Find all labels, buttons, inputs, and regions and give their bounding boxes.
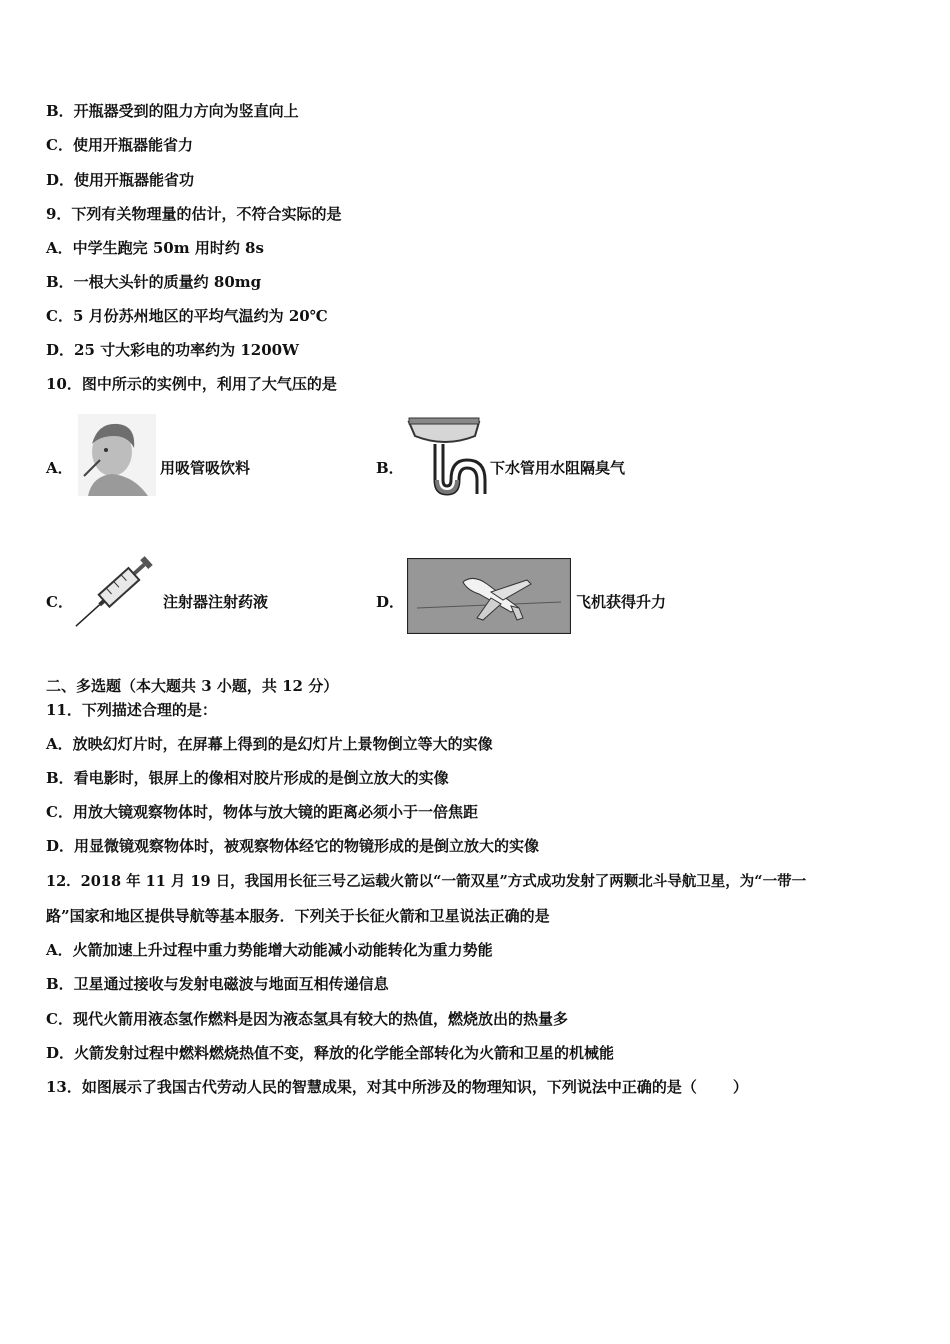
drain-trap-image bbox=[405, 414, 487, 498]
q9-stem: 9．下列有关物理量的估计，不符合实际的是 bbox=[46, 205, 342, 223]
q9-option-d: D．25 寸大彩电的功率约为 1200W bbox=[46, 341, 299, 359]
straw-drinking-image bbox=[78, 414, 156, 496]
q12-stem-line-1: 12．2018 年 11 月 19 日，我国用长征三号乙运载火箭以“一箭双星”方式成功发射了两颗北斗导航卫星，为“一带一 bbox=[46, 873, 807, 890]
q8-option-c: C．使用开瓶器能省力 bbox=[46, 136, 193, 154]
q12-stem-line-2: 路”国家和地区提供导航等基本服务．下列关于长征火箭和卫星说法正确的是 bbox=[46, 907, 550, 925]
q11-stem: 11．下列描述合理的是： bbox=[46, 701, 217, 719]
q9-option-b: B．一根大头针的质量约 80mg bbox=[46, 273, 262, 291]
q9-option-a: A．中学生跑完 50m 用时约 8s bbox=[46, 239, 264, 257]
q11-option-d: D．用显微镜观察物体时，被观察物体经它的物镜形成的是倒立放大的实像 bbox=[46, 837, 540, 855]
q8-option-b: B．开瓶器受到的阻力方向为竖直向上 bbox=[46, 102, 299, 120]
q10-option-b-text: 下水管用水阻隔臭气 bbox=[490, 459, 626, 477]
q10-option-a-letter: A． bbox=[46, 459, 73, 477]
q12-option-c: C．现代火箭用液态氢作燃料是因为液态氢具有较大的热值，燃烧放出的热量多 bbox=[46, 1010, 568, 1028]
q10-option-a-text: 用吸管吸饮料 bbox=[160, 459, 251, 477]
q12-option-d: D．火箭发射过程中燃料燃烧热值不变，释放的化学能全部转化为火箭和卫星的机械能 bbox=[46, 1044, 615, 1062]
q12-option-b: B．卫星通过接收与发射电磁波与地面互相传递信息 bbox=[46, 975, 389, 993]
q10-option-d-text: 飞机获得升力 bbox=[576, 593, 667, 611]
q13-close-paren: ） bbox=[732, 1078, 748, 1096]
q12-option-a: A．火箭加速上升过程中重力势能增大动能减小动能转化为重力势能 bbox=[46, 941, 493, 959]
q10-option-b-letter: B． bbox=[376, 459, 404, 477]
q13-stem-text: 13．如图展示了我国古代劳动人民的智慧成果，对其中所涉及的物理知识，下列说法中正确的是（ bbox=[46, 1078, 697, 1096]
syringe-image bbox=[74, 544, 158, 636]
q13-stem bbox=[46, 1077, 748, 1097]
q8-option-d: D．使用开瓶器能省功 bbox=[46, 171, 195, 189]
section-2-heading: 二、多选题（本大题共 3 小题，共 12 分） bbox=[46, 677, 339, 695]
q11-option-b: B．看电影时，银屏上的像相对胶片形成的是倒立放大的实像 bbox=[46, 769, 449, 787]
q10-option-c-text: 注射器注射药液 bbox=[163, 593, 269, 611]
q11-option-a: A．放映幻灯片时，在屏幕上得到的是幻灯片上景物倒立等大的实像 bbox=[46, 735, 493, 753]
q9-option-c: C．5 月份苏州地区的平均气温约为 20℃ bbox=[46, 307, 328, 325]
q10-option-c-letter: C． bbox=[46, 593, 73, 611]
q10-stem: 10．图中所示的实例中，利用了大气压的是 bbox=[46, 375, 337, 393]
q11-option-c: C．用放大镜观察物体时，物体与放大镜的距离必须小于一倍焦距 bbox=[46, 803, 478, 821]
airplane-image bbox=[407, 558, 571, 634]
q10-option-d-letter: D． bbox=[376, 593, 405, 611]
